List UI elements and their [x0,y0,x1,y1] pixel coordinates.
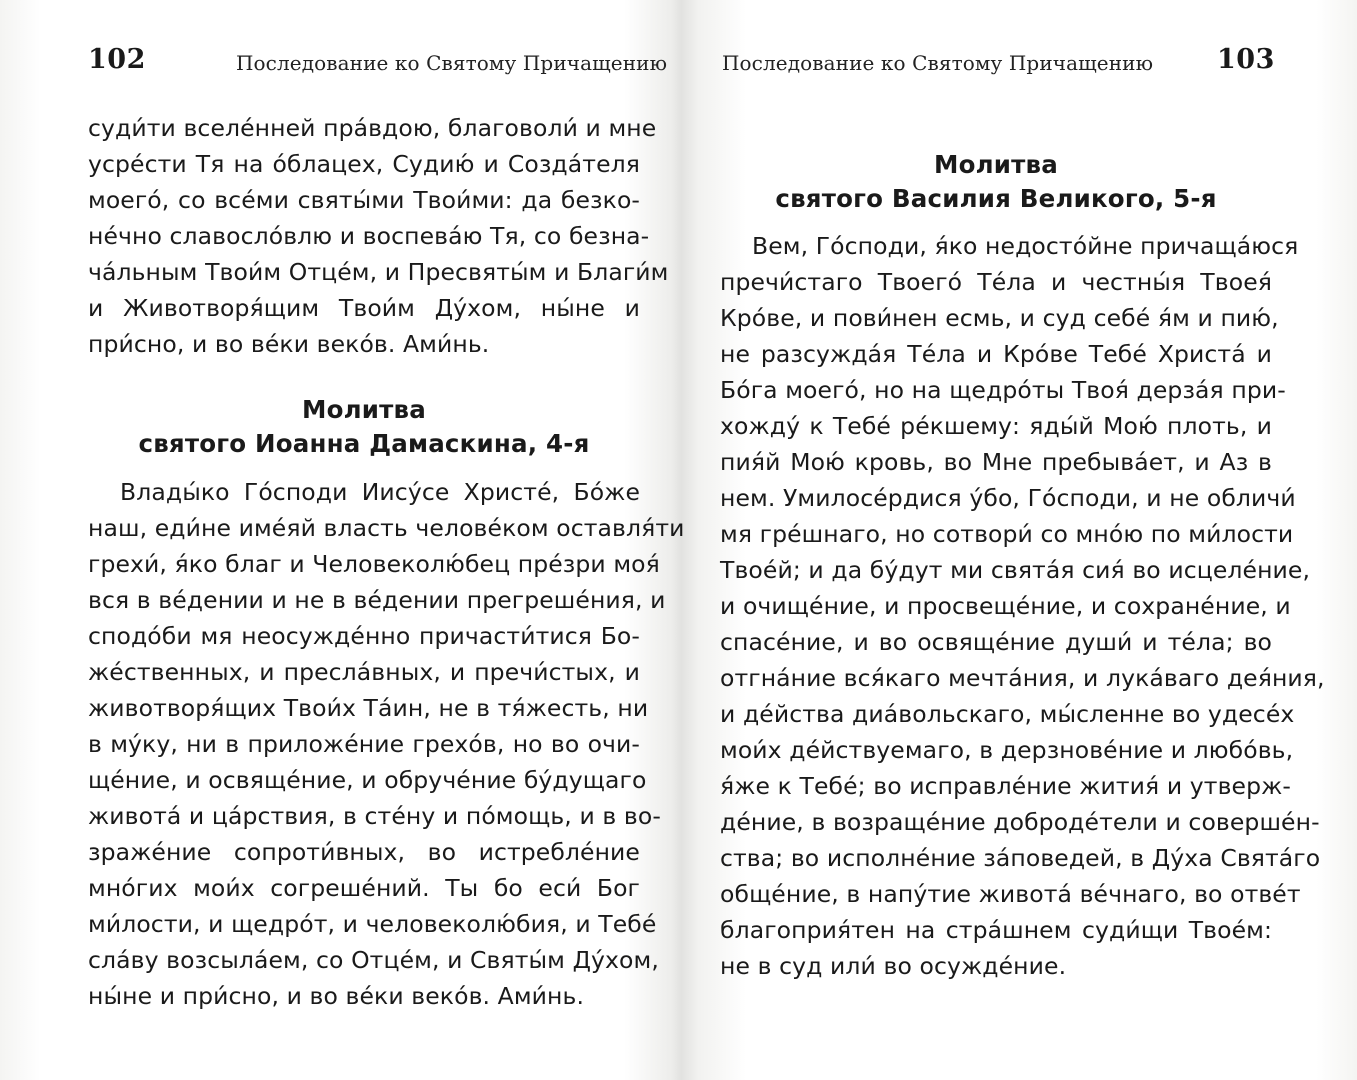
prayer-heading-damascene [88,393,640,461]
text-line: мои́х де́йствуемаго, в дерзнове́ние и любо́вь, [720,736,1294,764]
text-line: моего́, со все́ми святы́ми Твои́ми: да безко- [88,186,640,214]
text-line: и де́йства диа́вольскаго, мы́сленне во удесе́х [720,700,1295,728]
heading-line: Молитва [302,395,426,424]
text-line: Кро́ве, и пови́нен есмь, и суд себе́ я́м и пию́, [720,304,1279,332]
text-line: ны́не и при́сно, и во ве́ки веко́в. Ами́нь. [88,982,585,1010]
text-line: усре́сти Тя на о́блацех, Судию́ и Созда́теля [88,150,640,178]
page-number-left: 102 [88,44,146,75]
text-line: пречи́стаго Твоего́ Те́ла и честны́я Твоея́ [720,268,1272,296]
text-line: хожду́ к Тебе́ ре́кшему: яды́й Мою́ плоть, и [720,412,1272,440]
text-line: обще́ние, в напу́тие живота́ ве́чнаго, во отве́т [720,880,1301,908]
text-line: Влады́ко Го́споди Иису́се Христе́, Бо́же [120,478,640,506]
text-line: Вем, Го́споди, я́ко недосто́йне причаща́юся [752,232,1299,260]
continued-prayer-text [88,110,669,362]
text-line: вся в ве́дении и не в ве́дении прегреше́ния, и [88,586,666,614]
heading-line: святого Иоанна Дамаскина, 4-я [138,429,590,458]
text-line: мно́гих мои́х согреше́ний. Ты бо еси́ Бог [88,874,640,902]
page-number-right: 103 [1217,44,1275,75]
text-line: не́чно славосло́влю и воспева́ю Тя, со безна- [88,222,650,250]
text-line: пия́й Мою́ кровь, во Мне пребыва́ет, и Аз в [720,448,1272,476]
prayer-heading-basil [720,148,1272,216]
text-line: Бо́га моего́, но на щедро́ты Твоя́ дерза́я при- [720,376,1286,404]
right-page [679,0,1357,1080]
text-line: де́ние, в возраще́ние доброде́тели и соверше́н- [720,808,1320,836]
text-line: и очище́ние, и просвеще́ние, и сохране́ние, и [720,592,1291,620]
text-line: же́ственных, и пресла́вных, и пречи́стых, и [88,658,640,686]
text-line: ча́льным Твои́м Отце́м, и Пресвяты́м и Благи́м [88,258,669,286]
heading-line: святого Василия Великого, 5-я [775,184,1217,213]
text-line: сла́ву возсыла́ем, со Отце́м, и Святы́м Ду́хом, [88,946,659,974]
text-line: не в суд или́ во осужде́ние. [720,952,1067,980]
text-line: спасе́ние, и во освяще́ние души́ и те́ла; во [720,628,1272,656]
running-head-right: Последование ко Святому Причащению [722,51,1154,75]
text-line: живота́ и ца́рствия, в сте́ну и по́мощь, и в во- [88,802,661,830]
text-line: сподо́би мя неосужде́нно причасти́тися Бо- [88,622,640,650]
text-line: наш, еди́не име́яй власть челове́ком оставля́ти [88,514,685,542]
text-line: и Животворя́щим Твои́м Ду́хом, ны́не и [88,294,640,322]
text-line: в му́ку, ни в приложе́ние грехо́в, но во очи- [88,730,640,758]
text-line: при́сно, и во ве́ки веко́в. Ами́нь. [88,330,490,358]
text-line: мя гре́шнаго, но сотвори́ со мно́ю по ми́лости [720,520,1294,548]
text-line: Твое́й; и да бу́дут ми свята́я сия́ во исцеле́ние, [720,556,1311,584]
text-line: ства; во исполне́ние за́поведей, в Ду́ха Свята́го [720,844,1321,872]
text-line: грехи́, я́ко благ и Человеколю́бец пре́зри моя́ [88,550,660,578]
text-line: не разсужда́я Те́ла и Кро́ве Тебе́ Христа́ и [720,340,1272,368]
text-line: благоприя́тен на стра́шнем суди́щи Твое́м: [720,916,1272,944]
text-line: отгна́ние вся́каго мечта́ния, и лука́ваго дея́ния, [720,664,1325,692]
text-line: ще́ние, и освяще́ние, и обруче́ние бу́дущаго [88,766,647,794]
text-line: зраже́ние сопроти́вных, во истребле́ние [88,838,640,866]
running-head-left: Последование ко Святому Причащению [236,51,668,75]
text-line: ми́лости, и щедро́т, и человеколю́бия, и Тебе́ [88,910,657,938]
text-line: я́же к Тебе́; во исправле́ние жития́ и утверж- [720,772,1291,800]
prayer-text-damascene [88,474,685,1014]
heading-line: Молитва [934,150,1058,179]
text-line: животворя́щих Твои́х Та́ин, не в тя́жесть, ни [88,694,649,722]
prayer-text-basil [720,228,1325,984]
text-line: суди́ти вселе́нней пра́вдою, благоволи́ и мне [88,114,657,142]
text-line: нем. Умилосе́рдися у́бо, Го́споди, и не обличи́ [720,484,1296,512]
